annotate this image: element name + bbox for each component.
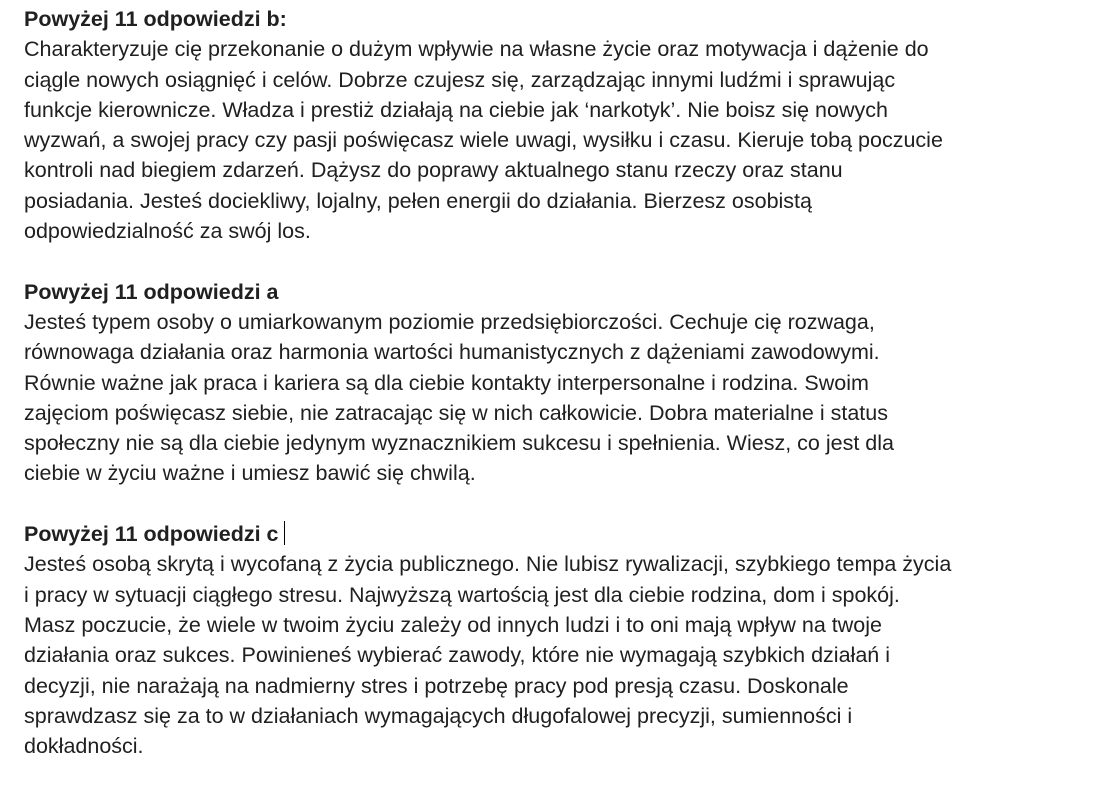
paragraph-line: odpowiedzialność za swój los. xyxy=(24,219,311,244)
section-a xyxy=(24,277,1114,489)
paragraph-line: sprawdzasz się za to w działaniach wymagających długofalowej precyzji, sumienności i xyxy=(24,703,853,728)
section-heading-with-caret xyxy=(24,519,1114,549)
paragraph-line: ciągle nowych osiągnięć i celów. Dobrze czujesz się, zarządzając innymi ludźmi i sprawując xyxy=(24,67,896,92)
paragraph-line: działania oraz sukces. Powinieneś wybierać zawody, które nie wymagają szybkich działań i xyxy=(24,643,890,668)
paragraph-line: dokładności. xyxy=(24,734,144,759)
section-heading-text: Powyżej 11 odpowiedzi c xyxy=(24,522,279,547)
paragraph-line: zajęciom poświęcasz siebie, nie zatracając się w nich całkowicie. Dobra materialne i status xyxy=(24,400,888,425)
section-b xyxy=(24,4,1114,246)
document-body[interactable] xyxy=(24,4,1114,792)
paragraph-line: wyzwań, a swojej pracy czy pasji poświęcasz wiele uwagi, wysiłku i czasu. Kieruje tobą poczucie xyxy=(24,128,943,153)
section-c xyxy=(24,519,1114,761)
paragraph-line: równowaga działania oraz harmonia wartości humanistycznych z dążeniami zawodowymi. xyxy=(24,340,880,365)
paragraph-line: Jesteś osobą skrytą i wycofaną z życia publicznego. Nie lubisz rywalizacji, szybkiego tempa życia xyxy=(24,552,952,577)
paragraph-line: ciebie w życiu ważne i umiesz bawić się chwilą. xyxy=(24,461,476,486)
paragraph-line: kontroli nad biegiem zdarzeń. Dążysz do poprawy aktualnego stanu rzeczy oraz stanu xyxy=(24,158,843,183)
paragraph-line: posiadania. Jesteś dociekliwy, lojalny, pełen energii do działania. Bierzesz osobistą xyxy=(24,188,812,213)
paragraph-line: funkcje kierownicze. Władza i prestiż działają na ciebie jak ‘narkotyk’. Nie boisz się nowych xyxy=(24,97,888,122)
paragraph-line: Jesteś typem osoby o umiarkowanym poziomie przedsiębiorczości. Cechuje cię rozwaga, xyxy=(24,309,875,334)
section-heading: Powyżej 11 odpowiedzi a xyxy=(24,279,279,304)
paragraph-line: Charakteryzuje cię przekonanie o dużym wpływie na własne życie oraz motywacja i dążenie do xyxy=(24,37,929,62)
paragraph-line: Masz poczucie, że wiele w twoim życiu zależy od innych ludzi i to oni mają wpływ na twoje xyxy=(24,612,882,637)
paragraph-line: decyzji, nie narażają na nadmierny stres i potrzebę pracy pod presją czasu. Doskonale xyxy=(24,673,849,698)
paragraph-line: Równie ważne jak praca i kariera są dla ciebie kontakty interpersonalne i rodzina. Swoim xyxy=(24,370,869,395)
paragraph-line: i pracy w sytuacji ciągłego stresu. Najwyższą wartością jest dla ciebie rodzina, dom i spokój. xyxy=(24,582,900,607)
paragraph-line: społeczny nie są dla ciebie jedynym wyznacznikiem sukcesu i spełnienia. Wiesz, co jest dla xyxy=(24,431,894,456)
section-heading: Powyżej 11 odpowiedzi b: xyxy=(24,7,287,31)
text-cursor xyxy=(284,521,285,545)
